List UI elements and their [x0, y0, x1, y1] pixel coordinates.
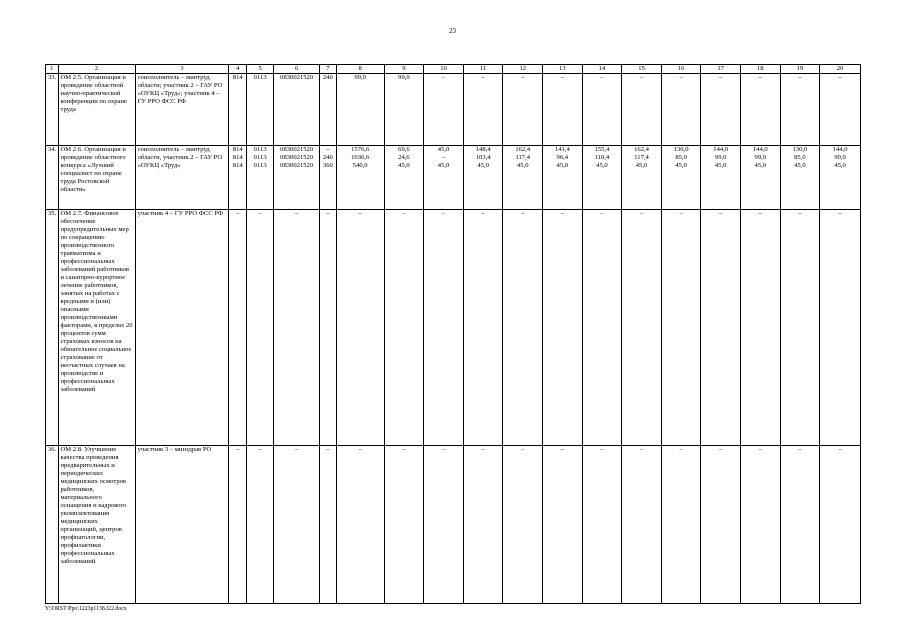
value-cell-col-18	[741, 446, 781, 604]
value-line: 45,0	[635, 162, 648, 169]
value-line: 0113	[253, 162, 267, 169]
value-cell-col-4	[229, 210, 247, 446]
value-line: 45,0	[675, 162, 687, 169]
value-line: 155,4	[594, 146, 610, 153]
value-cell-col-18	[741, 210, 781, 446]
col-header: 20	[820, 65, 861, 74]
value-line: –	[402, 210, 406, 217]
row-number: 35.	[46, 210, 59, 446]
table-row	[46, 446, 861, 604]
value-line: 0830021520	[280, 162, 314, 169]
value-line: –	[521, 74, 525, 81]
row-number: 34.	[46, 146, 59, 210]
value-cell-col-12	[503, 146, 543, 210]
value-cell-col-15	[622, 74, 662, 146]
value-line: –	[326, 446, 330, 453]
value-line: –	[441, 210, 446, 217]
value-line: 45,0	[834, 162, 846, 169]
value-cell-col-20	[820, 74, 861, 146]
col-header: 5	[247, 65, 274, 74]
value-cell-col-16	[661, 210, 701, 446]
value-cell-col-14	[582, 210, 622, 446]
table-row	[46, 210, 861, 446]
value-line: –	[560, 210, 564, 217]
value-line: 99,0	[398, 74, 410, 81]
value-line: 144,0	[832, 146, 848, 153]
value-cell-col-17	[701, 446, 741, 604]
value-cell-col-10	[424, 146, 464, 210]
value-line: –	[719, 446, 723, 453]
measure-name: ОМ 2.6. Организация и проведение областного конкурса «Лучший специалист по охране труда Ростовской области»	[58, 146, 135, 210]
value-line: –	[600, 210, 604, 217]
value-cell-col-12	[503, 74, 543, 146]
value-cell-col-19	[780, 210, 820, 446]
value-line: –	[258, 210, 262, 217]
value-cell-col-15	[622, 446, 662, 604]
col-header: 8	[336, 65, 384, 74]
value-line: 45,0	[754, 162, 767, 169]
value-cell-col-13	[543, 210, 583, 446]
value-line: –	[639, 446, 644, 453]
value-line: 45,0	[714, 162, 727, 169]
value-cell-col-9	[384, 446, 424, 604]
value-cell-col-16	[661, 446, 701, 604]
value-cell-col-4	[229, 146, 247, 210]
value-cell-col-15	[622, 146, 662, 210]
value-line: 162,4	[634, 146, 649, 153]
value-line: –	[258, 446, 262, 453]
value-cell-col-4	[229, 446, 247, 604]
value-line: –	[481, 446, 485, 453]
value-line: 45,0	[477, 162, 489, 169]
value-cell-col-15	[622, 210, 662, 446]
value-line: 99,0	[754, 154, 767, 161]
value-line: –	[758, 74, 762, 81]
value-line: –	[521, 210, 525, 217]
value-line: –	[326, 146, 330, 153]
col-header: 6	[274, 65, 320, 74]
col-header: 10	[424, 65, 464, 74]
col-header: 18	[741, 65, 781, 74]
value-line: 240	[322, 154, 333, 161]
value-cell-col-8	[336, 146, 384, 210]
value-cell-col-17	[701, 210, 741, 446]
value-cell-col-14	[582, 446, 622, 604]
value-cell-col-6	[274, 146, 320, 210]
value-line: –	[560, 74, 564, 81]
value-line: –	[294, 446, 299, 453]
value-line: 69,6	[398, 146, 410, 153]
footer-file-path: Y:\ORST\Ppo\1223p1138.f22.docx	[45, 606, 127, 612]
value-line: –	[838, 210, 842, 217]
value-cell-col-19	[780, 74, 820, 146]
col-header: 9	[384, 65, 424, 74]
value-cell-col-17	[701, 146, 741, 210]
value-line: 144,0	[752, 146, 768, 153]
value-line: 540,0	[352, 162, 368, 169]
value-cell-col-8	[336, 74, 384, 146]
value-line: 110,4	[594, 154, 610, 161]
value-line: 814	[232, 154, 243, 161]
value-line: –	[719, 210, 723, 217]
value-line: 45,0	[794, 162, 806, 169]
value-cell-col-18	[741, 146, 781, 210]
value-cell-col-18	[741, 74, 781, 146]
value-cell-col-5	[247, 74, 274, 146]
col-header: 7	[320, 65, 337, 74]
value-cell-col-16	[661, 74, 701, 146]
value-cell-col-9	[384, 146, 424, 210]
col-header: 19	[780, 65, 820, 74]
value-cell-col-16	[661, 146, 701, 210]
value-cell-col-7	[320, 146, 337, 210]
col-header: 3	[135, 65, 229, 74]
value-cell-col-11	[463, 146, 503, 210]
table-body	[46, 74, 861, 604]
value-cell-col-11	[463, 446, 503, 604]
value-line: –	[294, 210, 299, 217]
value-cell-col-5	[247, 146, 274, 210]
value-line: –	[758, 446, 762, 453]
value-line: –	[679, 210, 683, 217]
value-cell-col-4	[229, 74, 247, 146]
value-cell-col-10	[424, 74, 464, 146]
value-cell-col-10	[424, 210, 464, 446]
value-line: –	[326, 210, 330, 217]
value-line: 24,6	[398, 154, 410, 161]
value-line: 130,0	[673, 146, 689, 153]
value-line: 144,0	[713, 146, 729, 153]
value-line: 45,0	[437, 146, 450, 153]
value-line: –	[798, 446, 802, 453]
value-line: 814	[232, 74, 243, 81]
value-cell-col-6	[274, 74, 320, 146]
value-cell-col-13	[543, 146, 583, 210]
value-line: 45,0	[596, 162, 608, 169]
col-header: 11	[463, 65, 503, 74]
value-line: 0830021520	[280, 74, 314, 81]
value-line: 45,0	[556, 162, 569, 169]
value-line: 0113	[253, 74, 267, 81]
value-line: –	[358, 446, 362, 453]
value-line: 130,0	[792, 146, 808, 153]
value-cell-col-12	[503, 446, 543, 604]
col-header: 13	[543, 65, 583, 74]
value-line: 85,0	[675, 154, 687, 161]
value-cell-col-13	[543, 74, 583, 146]
value-line: –	[639, 74, 644, 81]
measure-name: ОМ 2.7. Финансовое обеспечение предупредительных мер по сокращению производственного травматизма и профессиональных заболеваний работников и санаторно-курортное лечение работников, занятых на работах с вредными и (или) опасными производственными факторами, в пределах 20 процентов сумм страховых взносов на обязательное социальное страхование от несчастных случаев на производстве и профессиональных заболеваний	[58, 210, 135, 446]
value-line: 85,0	[794, 154, 806, 161]
value-cell-col-14	[582, 74, 622, 146]
value-line: 1576,6	[351, 146, 370, 153]
value-line: –	[441, 154, 446, 161]
col-header: 1	[46, 65, 59, 74]
value-line: 103,4	[475, 154, 491, 161]
executor-cell: участник 4 – ГУ РРО ФСС РФ	[135, 210, 229, 446]
col-header: 12	[503, 65, 543, 74]
value-cell-col-5	[247, 210, 274, 446]
value-cell-col-11	[463, 210, 503, 446]
value-line: –	[679, 74, 683, 81]
value-line: 45,0	[398, 162, 410, 169]
value-cell-col-12	[503, 210, 543, 446]
executor-cell: соисполнитель – минтруд области; участник 2 – ГАУ РО «ОУКЦ «Труд»; участник 4 – ГУ РРО ФСС РФ	[135, 74, 229, 146]
value-line: –	[639, 210, 644, 217]
page-number: 23	[449, 27, 456, 35]
value-line: –	[600, 74, 604, 81]
value-line: –	[679, 446, 683, 453]
value-line: –	[838, 74, 842, 81]
value-line: –	[441, 446, 446, 453]
value-line: 360	[322, 162, 333, 169]
value-line: –	[481, 210, 485, 217]
value-cell-col-10	[424, 446, 464, 604]
measure-name: ОМ 2.8. Улучшение качества проведения предварительных и периодических медицинских осмотров работников, материального оснащения и кадрового укомплектования медицинских организаций, центров профпатологии, профилактики профессиональных заболеваний	[58, 446, 135, 604]
executor-cell: соисполнитель – минтруд области, участник 2 – ГАУ РО «ОУКЦ «Труд»	[135, 146, 229, 210]
value-line: 0113	[253, 146, 267, 153]
value-cell-col-20	[820, 210, 861, 446]
value-cell-col-5	[247, 446, 274, 604]
value-line: –	[402, 446, 406, 453]
value-line: –	[441, 74, 446, 81]
measure-name: ОМ 2.5. Организация и проведение областной научно-практической конференции по охране труда	[58, 74, 135, 146]
value-line: –	[600, 446, 604, 453]
value-cell-col-19	[780, 446, 820, 604]
value-cell-col-14	[582, 146, 622, 210]
value-line: 814	[232, 146, 243, 153]
value-line: –	[838, 446, 842, 453]
value-line: 0830021520	[280, 146, 314, 153]
value-line: 117,4	[634, 154, 649, 161]
budget-table	[45, 64, 861, 604]
value-line: –	[236, 446, 240, 453]
value-cell-col-7	[320, 210, 337, 446]
value-line: –	[758, 210, 762, 217]
value-cell-col-6	[274, 446, 320, 604]
col-header: 14	[582, 65, 622, 74]
value-cell-col-7	[320, 446, 337, 604]
table-row	[46, 146, 861, 210]
col-header: 4	[229, 65, 247, 74]
header-row	[46, 65, 861, 74]
value-line: 96,4	[556, 154, 569, 161]
value-cell-col-9	[384, 210, 424, 446]
value-line: 141,4	[554, 146, 570, 153]
value-line: –	[236, 210, 240, 217]
value-line: –	[798, 210, 802, 217]
value-line: 117,4	[515, 154, 531, 161]
row-number: 33.	[46, 74, 59, 146]
value-cell-col-6	[274, 210, 320, 446]
value-cell-col-7	[320, 74, 337, 146]
value-line: –	[719, 74, 723, 81]
value-line: 240	[322, 74, 333, 81]
col-header: 16	[661, 65, 701, 74]
value-cell-col-9	[384, 74, 424, 146]
value-cell-col-8	[336, 210, 384, 446]
value-line: 45,0	[437, 162, 450, 169]
value-cell-col-19	[780, 146, 820, 210]
value-line: 0113	[253, 154, 267, 161]
value-cell-col-20	[820, 446, 861, 604]
value-line: 45,0	[516, 162, 529, 169]
col-header: 2	[58, 65, 135, 74]
value-line: 99,0	[714, 154, 727, 161]
value-line: 0830021520	[280, 154, 314, 161]
table-row	[46, 74, 861, 146]
value-cell-col-20	[820, 146, 861, 210]
value-cell-col-17	[701, 74, 741, 146]
col-header: 17	[701, 65, 741, 74]
value-line: 99,0	[354, 74, 366, 81]
value-line: 814	[232, 162, 243, 169]
value-line: –	[560, 446, 564, 453]
value-line: –	[798, 74, 802, 81]
value-cell-col-11	[463, 74, 503, 146]
col-header: 15	[622, 65, 662, 74]
value-line: 148,4	[475, 146, 491, 153]
value-line: –	[481, 74, 485, 81]
value-line: 1036,6	[351, 154, 370, 161]
executor-cell: участник 3 – минздрав РО	[135, 446, 229, 604]
value-cell-col-8	[336, 446, 384, 604]
row-number: 36.	[46, 446, 59, 604]
value-cell-col-13	[543, 446, 583, 604]
value-line: –	[521, 446, 525, 453]
value-line: –	[358, 210, 362, 217]
value-line: 162,4	[515, 146, 531, 153]
value-line: 99,0	[834, 154, 846, 161]
